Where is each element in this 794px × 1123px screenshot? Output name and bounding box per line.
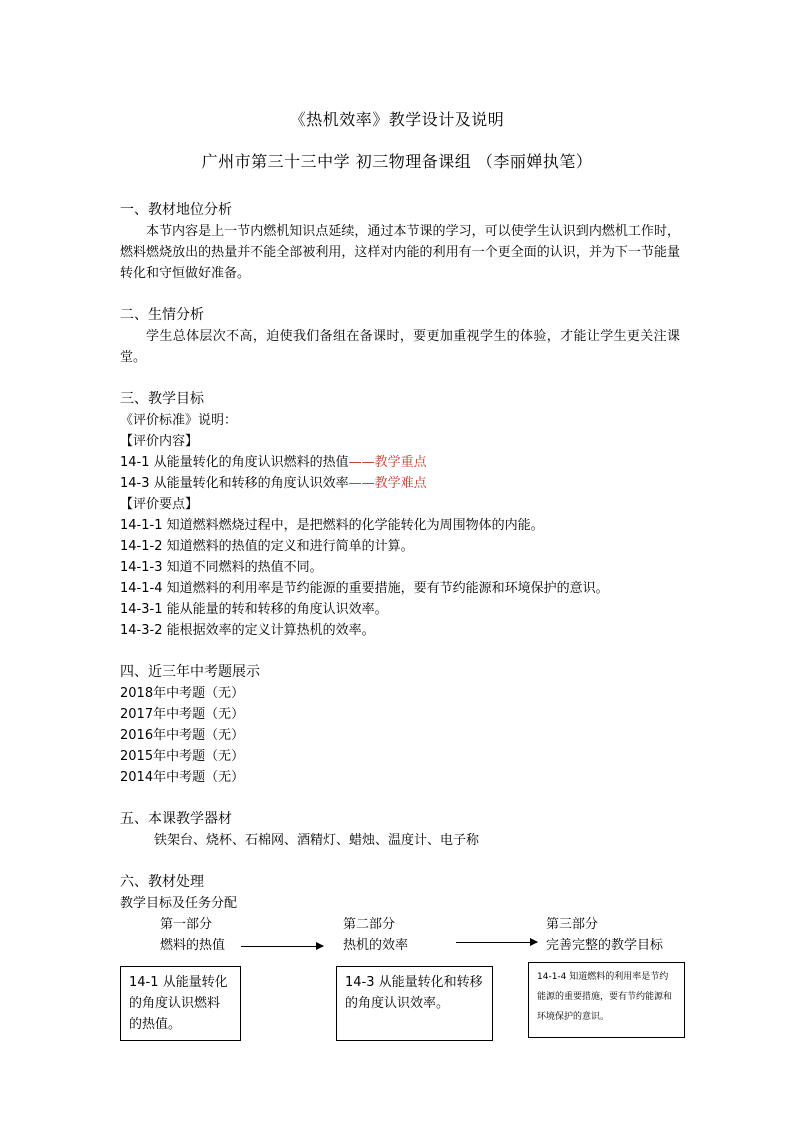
part2-box: 14-3 从能量转化和转移的角度认识效率。 (336, 966, 493, 1041)
content-item-text: 14-3 从能量转化和转移的角度认识效率 (120, 476, 349, 491)
task-flow-diagram (120, 914, 680, 1084)
exam-item: 2016年中考题（无） (120, 728, 245, 743)
evaluation-content-item (120, 473, 680, 494)
section-text-1: 本节内容是上一节内燃机知识点延续，通过本节课的学习，可以使学生认识到内燃机工作时，燃料燃烧放出的热量并不能全部被利用，这样对内能的利用有一个更全面的认识，并为下一节能量转化和守恒做好准备。 (120, 224, 680, 281)
section-heading-5: 五、本课教学器材 (120, 811, 232, 827)
part2-title: 第二部分 (343, 917, 396, 932)
section-heading-3: 三、教学目标 (120, 391, 204, 407)
evaluation-point: 14-1-3 知道不同燃料的热值不同。 (120, 560, 323, 575)
arrow-right-icon (456, 942, 537, 943)
evaluation-point: 14-1-1 知道燃料燃烧过程中，是把燃料的化学能转化为周围物体的内能。 (120, 518, 544, 533)
part1-name: 燃料的热值 (160, 938, 226, 953)
arrow-right-icon (241, 946, 323, 947)
document-subtitle: 广州市第三十三中学 初三物理备课组 （李丽婵执笔） (201, 152, 593, 171)
exam-item: 2018年中考题（无） (120, 686, 245, 701)
evaluation-points-label: 【评价要点】 (120, 497, 199, 512)
evaluation-point: 14-3-1 能从能量的转和转移的角度认识效率。 (120, 602, 388, 617)
part3-title: 第三部分 (546, 917, 599, 932)
part3-name: 完善完整的教学目标 (546, 938, 664, 953)
evaluation-point: 14-1-4 知道燃料的利用率是节约能源的重要措施，要有节约能源和环境保护的意识。 (120, 581, 609, 596)
part1-box: 14-1 从能量转化的角度认识燃料的热值。 (120, 966, 241, 1041)
section-heading-1: 一、教材地位分析 (120, 202, 232, 218)
evaluation-content-label: 【评价内容】 (120, 434, 199, 449)
evaluation-standard-label: 《评价标准》说明： (120, 413, 238, 428)
section-heading-6: 六、教材处理 (120, 874, 204, 890)
content-item-text: 14-1 从能量转化的角度认识燃料的热值 (120, 455, 349, 470)
part2-name: 热机的效率 (343, 938, 409, 953)
part3-box: 14-1-4 知道燃料的利用率是节约能源的重要措施，要有节约能源和环境保护的意识。 (528, 962, 685, 1038)
part1-title: 第一部分 (160, 917, 213, 932)
evaluation-point: 14-1-2 知道燃料的热值的定义和进行简单的计算。 (120, 539, 414, 554)
key-point-mark: ——教学重点 (348, 455, 427, 470)
document-body (120, 200, 680, 1084)
document-title: 《热机效率》教学设计及说明 (289, 110, 505, 129)
section-heading-4: 四、近三年中考题展示 (120, 664, 260, 680)
evaluation-point: 14-3-2 能根据效率的定义计算热机的效率。 (120, 623, 375, 638)
exam-item: 2017年中考题（无） (120, 707, 245, 722)
exam-item: 2014年中考题（无） (120, 770, 245, 785)
evaluation-content-item (120, 452, 680, 473)
section-text-2: 学生总体层次不高，迫使我们备组在备课时，要更加重视学生的体验，才能让学生更关注课堂。 (120, 329, 680, 365)
section-heading-2: 二、生情分析 (120, 307, 204, 323)
exam-item: 2015年中考题（无） (120, 749, 245, 764)
task-allocation-label: 教学目标及任务分配 (120, 896, 238, 911)
equipment-list: 铁架台、烧杯、石棉网、酒精灯、蜡烛、温度计、电子称 (154, 833, 480, 848)
difficult-point-mark: ——教学难点 (348, 476, 427, 491)
